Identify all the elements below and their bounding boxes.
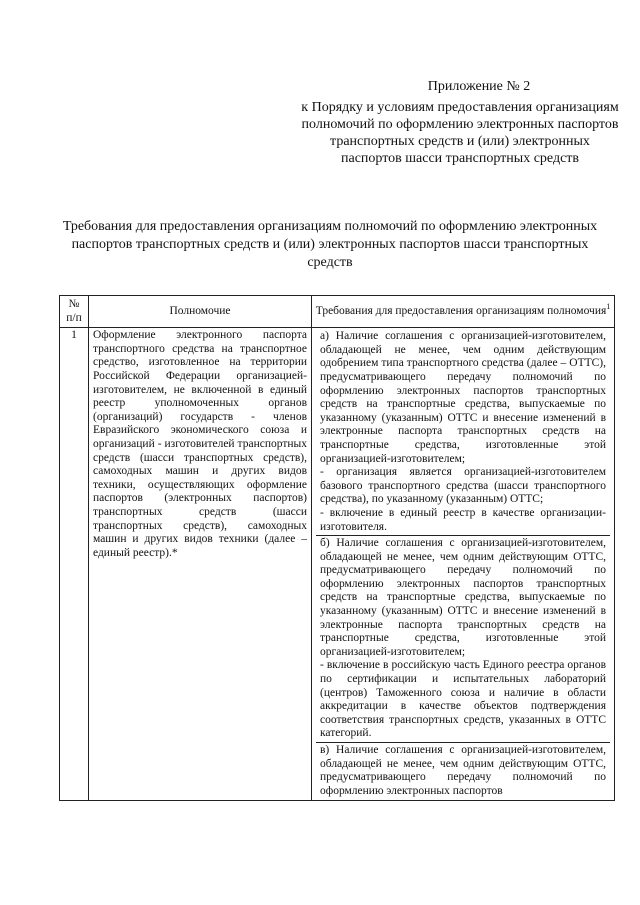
requirement-block [316,536,610,743]
row-number: 1 [60,328,89,801]
requirement-paragraph: в) Наличие соглашения с организацией-изготовителем, обладающей не менее, чем одним действующим ОТТС, предусматривающего передачу полномочий по оформлению электронных паспортов [320,744,606,797]
requirement-paragraph: б) Наличие соглашения с организацией-изготовителем, обладающей не менее, чем одним действующим ОТТС, предусматривающего передачу полномочий по оформлению электронных паспортов транспортных средств на транспортные средства, выпускаемые по указанному (указанным) ОТТС и внесение изменений в электронные паспорта транспортных средств на транспортные средства, изготовленные этой организацией-изготовителем; [320,537,606,658]
table-row [60,328,615,801]
appendix-subtitle: к Порядку и условиям предоставления организациям полномочий по оформлению электронных паспортов транспортных средств и (или) электронных паспортов шасси транспортных средств [301,100,619,166]
requirements-cell [312,328,615,801]
appendix-header [300,78,620,167]
requirement-paragraph: - включение в единый реестр в качестве организации-изготовителя. [320,506,606,533]
requirement-paragraph: а) Наличие соглашения с организацией-изготовителем, обладающей не менее, чем одним действующим одобрением типа транспортного средства (далее – ОТТС), предусматривающего передачу полномочий по оформлению электронных паспортов транспортных средств на транспортные средства, выпускаемые по указанному (указанным) ОТТС и внесение изменений в электронные паспорта транспортных средств на транспортные средства, изготовленные этой организацией-изготовителем; [320,330,606,465]
header-num: № п/п [60,296,89,328]
document-title: Требования для предоставления организациям полномочий по оформлению электронных паспортов транспортных средств и (или) электронных паспортов шасси транспортных средств [62,219,598,270]
requirement-block [316,329,610,536]
footnote-marker: 1 [606,301,611,311]
authority-cell: Оформление электронного паспорта транспортного средства на транспортное средство, изготовленное на территории Российской Федерации организацией-изготовителем, не включенной в единый реестр уполномоченных органов (организаций) государств - членов Евразийского экономического союза и организаций - изготовителей транспортных средств (шасси транспортных средств), самоходных машин и других видов техники, осуществляющих оформление паспортов (электронных паспортов) транспортных средств (шасси транспортных средств), самоходных машин и других видов техники (далее – единый реестр).* [89,328,312,801]
header-requirements-text: Требования для предоставления организациям полномочия [315,304,607,317]
header-requirements [312,296,615,328]
requirement-paragraph: - организация является организацией-изготовителем базового транспортного средства (шасси транспортного средства), по указанному (указанным) ОТТС; [320,466,606,506]
requirement-block [316,743,610,799]
table-body [60,328,615,801]
table-header-row [60,296,615,328]
header-authority: Полномочие [89,296,312,328]
appendix-title: Приложение № 2 [427,79,531,94]
requirement-paragraph: - включение в российскую часть Единого реестра органов по сертификации и испытательных лабораторий (центров) Таможенного союза и наличие в области аккредитации в качестве объектов подтверждения соответствия транспортных средств, указанных в ОТТС категорий. [320,659,606,740]
requirements-table [59,295,615,801]
